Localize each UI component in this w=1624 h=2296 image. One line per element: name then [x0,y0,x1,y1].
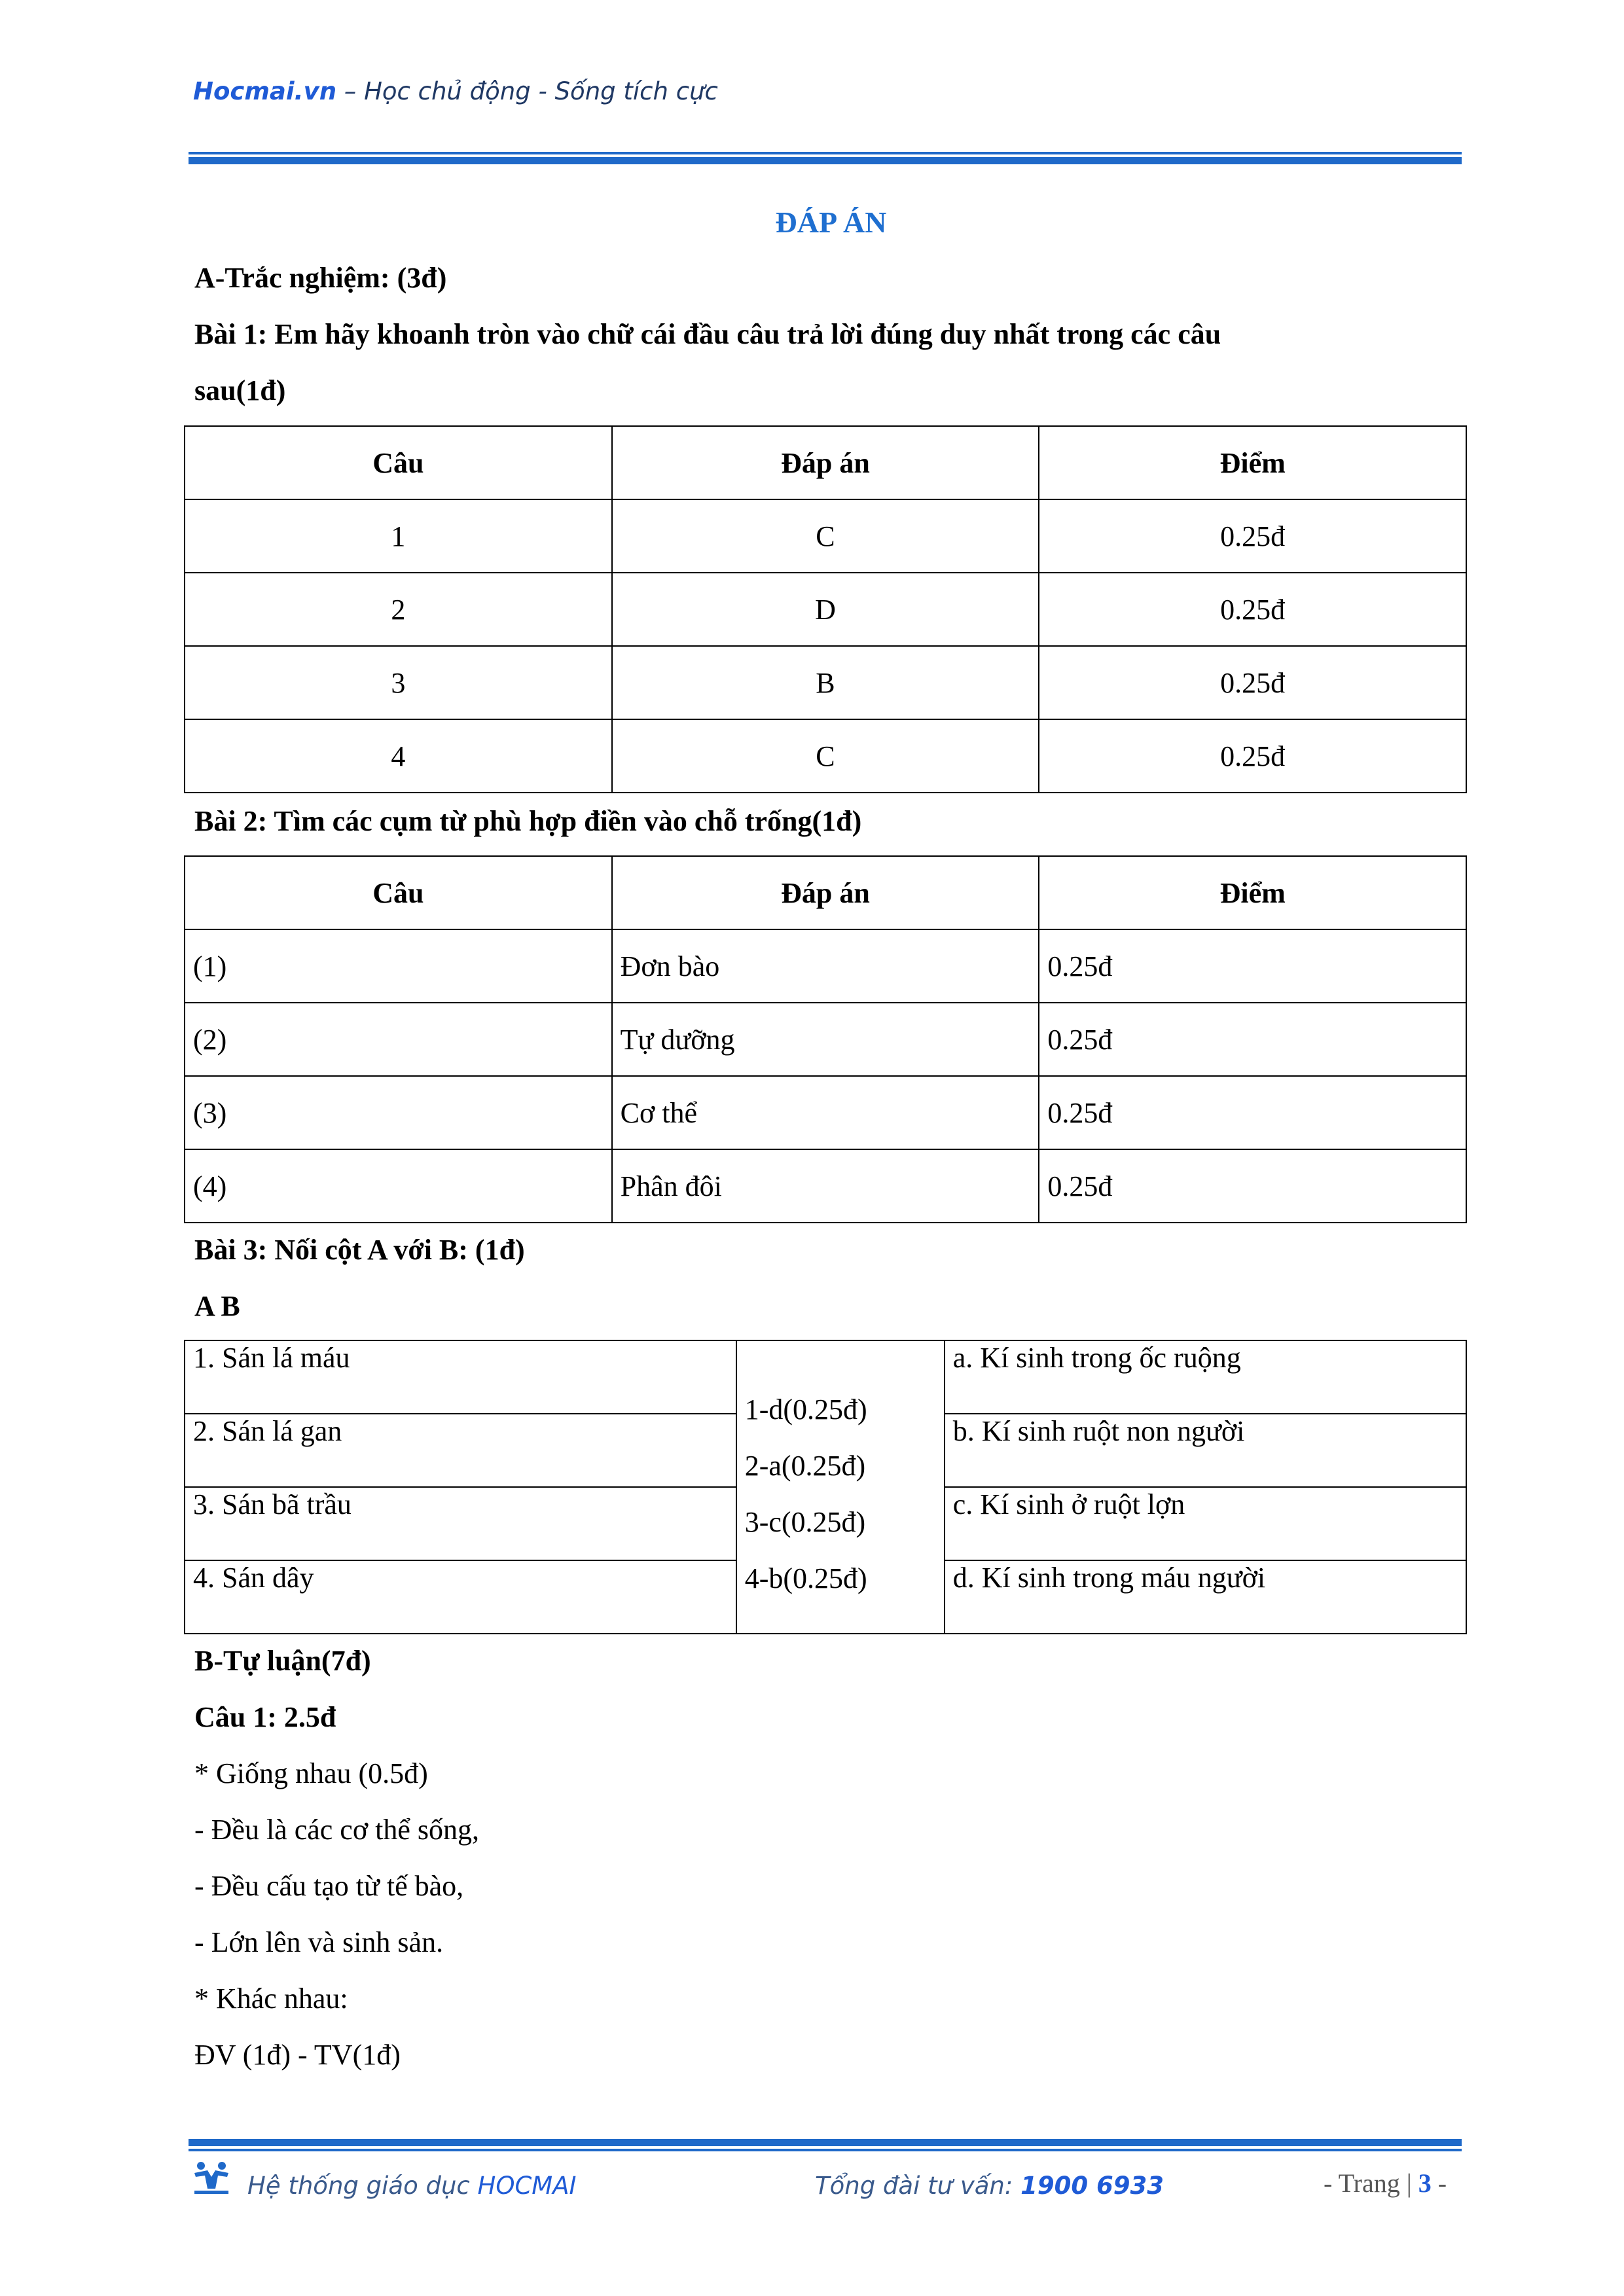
footer-page-prefix: - Trang | [1324,2168,1418,2198]
page-header [193,77,718,105]
bai2-answer-table [184,855,1467,1223]
cell-dap-an: D [612,573,1039,646]
col-b-item: c. Kí sinh ở ruột lợn [945,1487,1466,1560]
cell-dap-an: C [612,719,1039,793]
section-b-heading: B-Tự luận(7đ) [194,1645,371,1677]
cell-diem: 0.25đ [1039,1149,1466,1223]
bai2-heading: Bài 2: Tìm các cụm từ phù hợp điền vào chỗ trống(1đ) [194,805,862,837]
cell-cau: (3) [185,1076,612,1149]
essay-line: - Đều cấu tạo từ tế bào, [194,1870,464,1902]
footer-hotline [815,2172,1164,2200]
cell-cau: 1 [185,499,612,573]
essay-line: ĐV (1đ) - TV(1đ) [194,2039,401,2071]
matching-answer: 4-b(0.25đ) [744,1562,867,1594]
header-rule-thick [189,157,1462,164]
col-header-diem: Điểm [1039,426,1466,499]
table-row [185,719,1466,793]
header-rule-thin [189,152,1462,154]
cell-diem: 0.25đ [1039,719,1466,793]
cell-dap-an: Tự dưỡng [612,1003,1039,1076]
col-a-item: 3. Sán bã trầu [185,1487,736,1560]
table-header-row [185,426,1466,499]
cell-dap-an: C [612,499,1039,573]
col-header-dap-an: Đáp án [612,426,1039,499]
cell-dap-an: Cơ thể [612,1076,1039,1149]
cell-diem: 0.25đ [1039,929,1466,1003]
page-title: ĐÁP ÁN [775,206,887,239]
footer-hotline-text: Tổng đài tư vấn: [815,2172,1021,2200]
col-a-item: 4. Sán dây [185,1560,736,1634]
col-header-diem: Điểm [1039,856,1466,929]
cell-diem: 0.25đ [1039,646,1466,719]
header-tagline: – Học chủ động - Sống tích cực [336,77,718,105]
table-row [185,1340,1466,1414]
essay-line: - Lớn lên và sinh sản. [194,1926,444,1958]
bai3-heading: Bài 3: Nối cột A với B: (1đ) [194,1234,525,1266]
essay-line: - Đều là các cơ thể sống, [194,1814,479,1846]
bai1-answer-table [184,425,1467,793]
col-header-cau: Câu [185,856,612,929]
col-b-item: b. Kí sinh ruột non người [945,1414,1466,1487]
cell-cau: (2) [185,1003,612,1076]
col-b-item: d. Kí sinh trong máu người [945,1560,1466,1634]
footer-rule-thick [189,2139,1462,2146]
cell-cau: 4 [185,719,612,793]
footer-page [1324,2168,1447,2198]
footer-page-suffix: - [1431,2168,1447,2198]
cell-dap-an: B [612,646,1039,719]
footer-rule-thin [189,2149,1462,2151]
col-b-item: a. Kí sinh trong ốc ruộng [945,1340,1466,1414]
table-row [185,1076,1466,1149]
footer-hotline-number: 1900 6933 [1020,2172,1164,2200]
cell-cau: 2 [185,573,612,646]
cell-diem: 0.25đ [1039,1076,1466,1149]
cell-cau: (1) [185,929,612,1003]
footer-system [247,2172,576,2200]
table-header-row [185,856,1466,929]
matching-answer: 1-d(0.25đ) [744,1393,867,1426]
col-a-item: 2. Sán lá gan [185,1414,736,1487]
section-a-heading: A-Trắc nghiệm: (3đ) [194,262,447,294]
essay-line: * Giống nhau (0.5đ) [194,1757,428,1789]
matching-answers [736,1340,945,1634]
cell-diem: 0.25đ [1039,1003,1466,1076]
table-row [185,1149,1466,1223]
col-a-item: 1. Sán lá máu [185,1340,736,1414]
hocmai-logo-icon [192,2160,231,2195]
bai3-matching-table [184,1340,1467,1634]
table-row [185,573,1466,646]
cau1-heading: Câu 1: 2.5đ [194,1701,336,1733]
bai1-heading-line2: sau(1đ) [194,374,286,406]
footer-page-number: 3 [1418,2168,1432,2198]
table-row [185,646,1466,719]
footer-system-brand: HOCMAI [477,2172,577,2200]
cell-cau: 3 [185,646,612,719]
cell-diem: 0.25đ [1039,499,1466,573]
header-brand: Hocmai.vn [193,77,337,105]
bai1-heading-line1: Bài 1: Em hãy khoanh tròn vào chữ cái đầu câu trả lời đúng duy nhất trong các câu [194,318,1221,350]
bai3-columns-label: A B [194,1290,240,1322]
matching-answer: 3-c(0.25đ) [744,1506,866,1538]
col-header-cau: Câu [185,426,612,499]
footer-system-text: Hệ thống giáo dục [247,2172,478,2200]
cell-diem: 0.25đ [1039,573,1466,646]
table-row [185,929,1466,1003]
cell-cau: (4) [185,1149,612,1223]
col-header-dap-an: Đáp án [612,856,1039,929]
table-row [185,1003,1466,1076]
matching-answer: 2-a(0.25đ) [744,1450,866,1482]
table-row [185,499,1466,573]
cell-dap-an: Đơn bào [612,929,1039,1003]
essay-line: * Khác nhau: [194,1982,348,2015]
cell-dap-an: Phân đôi [612,1149,1039,1223]
